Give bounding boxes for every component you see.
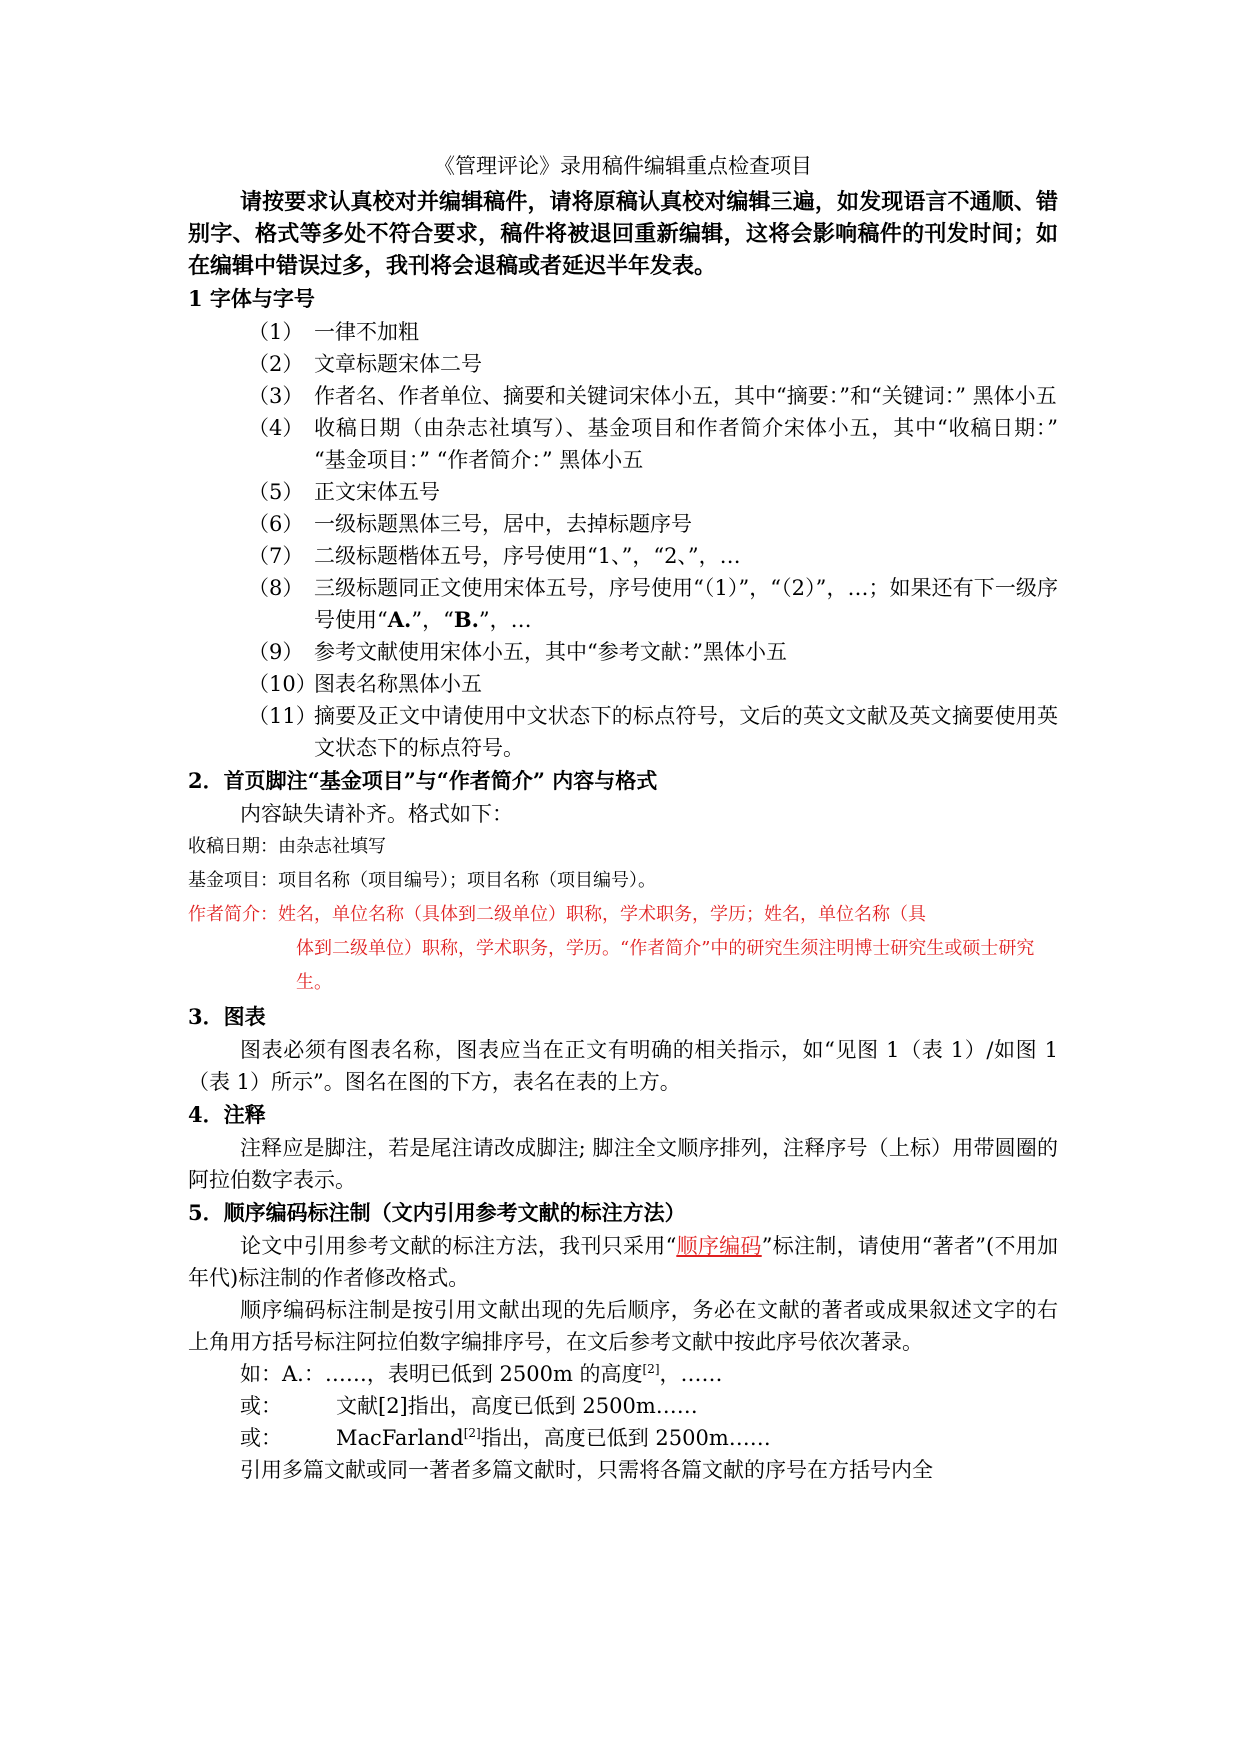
sequential-coding-link[interactable]: 顺序编码 bbox=[676, 1234, 762, 1258]
received-date-line: 收稿日期：由杂志社填写 bbox=[188, 836, 386, 857]
list-item: （7） 二级标题楷体五号，序号使用“1、”，“2、”，… bbox=[248, 544, 741, 568]
fund-line: 基金项目：项目名称（项目编号）；项目名称（项目编号）。 bbox=[188, 870, 656, 891]
list-item: （8） 三级标题同正文使用宋体五号，序号使用“（1）”，“（2）”，…；如果还有下一级序号使用“A.”，“B.”，… bbox=[248, 576, 1058, 632]
section-5-paragraph-1: 论文中引用参考文献的标注方法，我刊只采用“顺序编码”标注制，请使用“著者”(不用加年代)标注制的作者修改格式。 bbox=[188, 1234, 1059, 1290]
list-item: （1） 一律不加粗 bbox=[248, 320, 419, 344]
list-item: （4） 收稿日期（由杂志社填写）、基金项目和作者简介宋体小五，其中“收稿日期：” “基金项目：” “作者简介：” 黑体小五 bbox=[248, 416, 1058, 472]
section-4-heading: 4．注释 bbox=[188, 1102, 266, 1127]
document-title: 《管理评论》录用稿件编辑重点检查项目 bbox=[434, 154, 812, 178]
section-3-heading: 3．图表 bbox=[188, 1004, 266, 1029]
section-5-paragraph-3: 引用多篇文献或同一著者多篇文献时，只需将各篇文献的序号在方括号内全 bbox=[240, 1458, 933, 1482]
section-1-heading: 1 字体与字号 bbox=[188, 286, 315, 311]
example-2: 或： 文献[2]指出，高度已低到 2500m…… bbox=[240, 1394, 698, 1418]
document-page bbox=[188, 146, 1058, 1486]
list-item: （11） 摘要及正文中请使用中文状态下的标点符号，文后的英文文献及英文摘要使用英文状态下的标点符号。 bbox=[248, 704, 1058, 760]
section-2-heading: 2．首页脚注“基金项目”与“作者简介” 内容与格式 bbox=[188, 768, 658, 793]
author-bio-line: 作者简介：姓名，单位名称（具体到二级单位）职称，学术职务，学历；姓名，单位名称（具 bbox=[188, 904, 926, 925]
author-bio-continuation: 体到二级单位）职称，学术职务，学历。“作者简介”中的研究生须注明博士研究生或硕士研究生。 bbox=[296, 938, 1035, 993]
section-3-text: 图表必须有图表名称，图表应当在正文有明确的相关指示，如“见图 1（表 1）/如图 1（表 1）所示”。图名在图的下方，表名在表的上方。 bbox=[188, 1038, 1058, 1094]
list-item: （6） 一级标题黑体三号，居中，去掉标题序号 bbox=[248, 512, 692, 536]
section-4-text: 注释应是脚注，若是尾注请改成脚注; 脚注全文顺序排列，注释序号（上标）用带圆圈的阿拉伯数字表示。 bbox=[188, 1136, 1058, 1192]
list-item: （9） 参考文献使用宋体小五，其中“参考文献：”黑体小五 bbox=[248, 640, 787, 664]
list-item: （2） 文章标题宋体二号 bbox=[248, 352, 482, 376]
intro-paragraph: 请按要求认真校对并编辑稿件，请将原稿认真校对编辑三遍，如发现语言不通顺、错别字、格式等多处不符合要求，稿件将被退回重新编辑，这将会影响稿件的刊发时间；如在编辑中错误过多，我刊将会退稿或者延迟半年发表。 bbox=[188, 189, 1058, 279]
example-1: 如：A.：……，表明已低到 2500m 的高度[2]，…… bbox=[240, 1362, 723, 1386]
section-5-heading: 5．顺序编码标注制（文内引用参考文献的标注方法） bbox=[188, 1200, 686, 1225]
example-3: 或： MacFarland[2]指出，高度已低到 2500m…… bbox=[240, 1426, 771, 1450]
list-item: （10） 图表名称黑体小五 bbox=[248, 672, 482, 696]
section-2-lead: 内容缺失请补齐。格式如下： bbox=[240, 802, 513, 826]
font-rules-list bbox=[188, 316, 1058, 764]
list-item: （3） 作者名、作者单位、摘要和关键词宋体小五，其中“摘要：”和“关键词：” 黑体小五 bbox=[248, 384, 1057, 408]
section-5-paragraph-2: 顺序编码标注制是按引用文献出现的先后顺序，务必在文献的著者或成果叙述文字的右上角用方括号标注阿拉伯数字编排序号，在文后参考文献中按此序号依次著录。 bbox=[188, 1298, 1058, 1354]
list-item: （5） 正文宋体五号 bbox=[248, 480, 440, 504]
